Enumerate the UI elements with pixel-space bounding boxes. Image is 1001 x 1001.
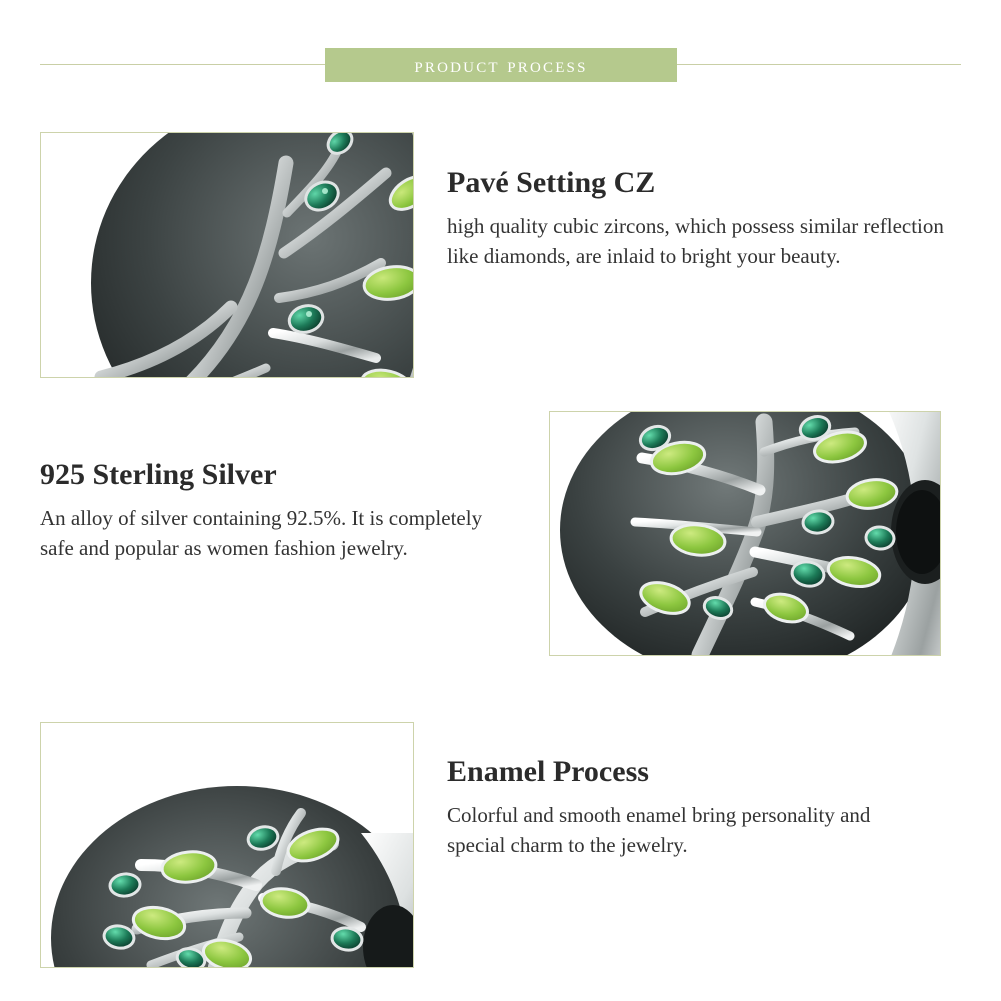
header-badge (325, 48, 677, 82)
product-photo-sterling-silver (549, 411, 941, 656)
block-title-sterling-silver: 925 Sterling Silver (40, 458, 277, 491)
charm-bead-illustration-2 (550, 412, 940, 655)
charm-closeup-illustration-1 (41, 133, 413, 377)
block-body-enamel-process: Colorful and smooth enamel bring personality and special charm to the jewelry. (447, 803, 871, 858)
product-photo-sterling-silver-inner (550, 412, 940, 655)
header-badge-label: product process (414, 52, 588, 77)
section-header (0, 48, 1001, 82)
block-body-pave-setting: high quality cubic zircons, which possess similar reflection like diamonds, are inlaid to bright your beauty. (447, 214, 944, 269)
product-photo-enamel-process (40, 722, 414, 968)
charm-angled-illustration-3 (41, 723, 413, 967)
text-block-pave-setting (447, 166, 952, 272)
text-block-sterling-silver (40, 458, 520, 564)
product-photo-pave-setting-inner (41, 133, 413, 377)
product-photo-pave-setting (40, 132, 414, 378)
block-title-pave-setting: Pavé Setting CZ (447, 166, 656, 199)
product-photo-enamel-process-inner (41, 723, 413, 967)
block-title-enamel-process: Enamel Process (447, 755, 649, 788)
text-block-enamel-process (447, 755, 917, 861)
block-body-sterling-silver: An alloy of silver containing 92.5%. It is completely safe and popular as women fashion jewelry. (40, 506, 483, 561)
